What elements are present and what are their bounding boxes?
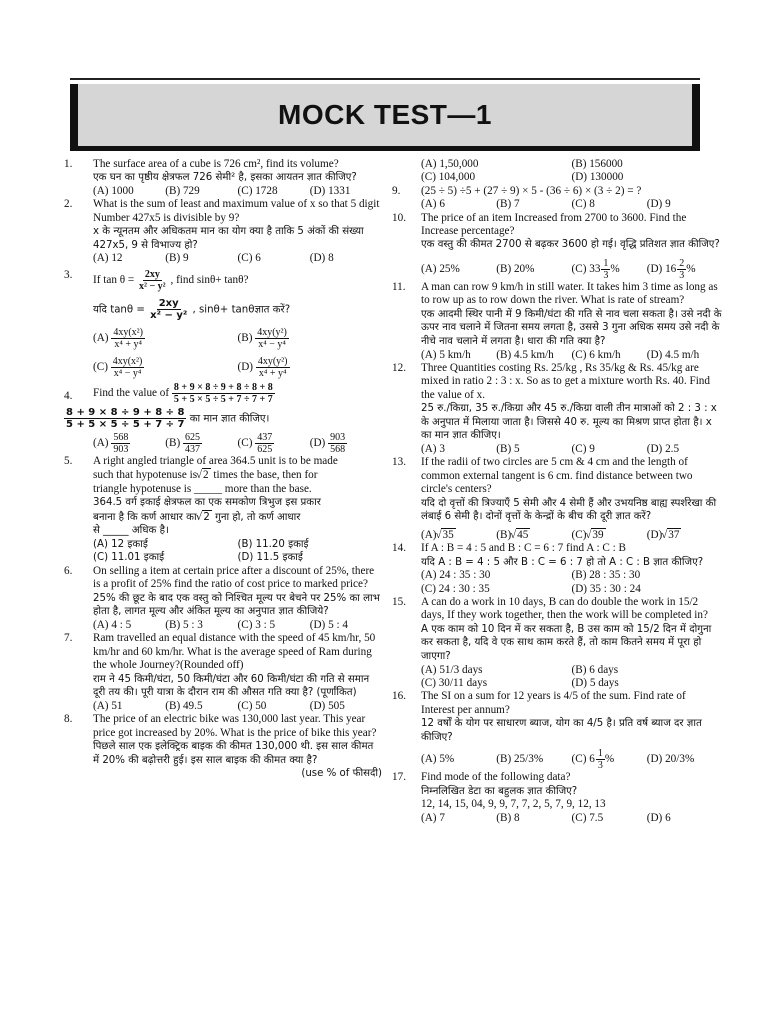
- banner-right-bar: [692, 84, 700, 146]
- option-b[interactable]: [238, 327, 383, 350]
- fraction: [111, 432, 130, 455]
- option-d[interactable]: (D) 6: [646, 811, 671, 824]
- question-number: 3.: [64, 268, 73, 281]
- option-b[interactable]: (B) 11.20 इकाई: [237, 538, 309, 550]
- option-label: (C): [571, 528, 587, 541]
- denominator: x⁴ + y⁴: [258, 367, 287, 379]
- denominator: 437: [184, 443, 200, 455]
- numerator: 4xy(y²): [257, 326, 287, 338]
- option-c[interactable]: (C) 6: [237, 252, 261, 265]
- option-d[interactable]: (D) 5 : 4: [309, 619, 348, 631]
- options: [421, 443, 722, 456]
- question-17: [392, 771, 722, 825]
- question-number: 5.: [64, 454, 73, 467]
- numerator: 8 + 9 × 8 ÷ 9 + 8 ÷ 8: [66, 406, 185, 418]
- option-a[interactable]: (A) 7: [421, 811, 445, 824]
- option-a[interactable]: (A) 4 : 5: [93, 619, 132, 631]
- question-number: 4.: [64, 389, 73, 402]
- option-d[interactable]: (D) 20/3%: [646, 753, 695, 766]
- question-tail: , sinθ+ tanθज्ञात करें?: [192, 304, 291, 316]
- denominator: 3: [603, 270, 609, 282]
- sqrt-value: √ 39: [591, 528, 605, 542]
- question-number: 1.: [64, 158, 73, 170]
- options: [421, 158, 722, 185]
- left-column: [64, 158, 382, 781]
- denominator: x⁴ + y⁴: [114, 338, 142, 350]
- question-number: 17.: [392, 771, 406, 784]
- denominator: x² − y²: [150, 309, 188, 321]
- option-a[interactable]: (A) 51/3 days: [421, 663, 483, 676]
- question-text-hi: यदि A : B = 4 : 5 और B : C = 6 : 7 हो तो A : C : B ज्ञात कीजिए?: [421, 556, 704, 568]
- option-a[interactable]: (A) 3: [421, 443, 445, 456]
- options: [421, 198, 722, 211]
- option-d[interactable]: (D) 35 : 30 : 24: [571, 582, 641, 595]
- fraction: [137, 269, 168, 292]
- numerator: 8 + 9 × 8 ÷ 9 + 8 ÷ 8 + 8: [173, 381, 273, 393]
- question-text-en: (25 ÷ 5) ÷5 + (27 ÷ 9) × 5 - (36 ÷ 6) × (3 ÷ 2) = ?: [421, 184, 642, 197]
- question-text-hi: [93, 298, 382, 321]
- option-b[interactable]: (B) 9: [165, 252, 189, 265]
- question-text-en-line3: triangle hypotenuse is _____ more than the base.: [93, 482, 312, 495]
- unit: %: [686, 262, 696, 275]
- top-rule: [70, 78, 700, 80]
- option-a[interactable]: (A) 5%: [421, 753, 455, 766]
- option-a[interactable]: (A) 6: [421, 198, 445, 211]
- option-b[interactable]: (B) 5: [496, 443, 520, 456]
- question-text-en: The price of an electric bike was 130,000 last year. This year price got increased by 20%. What is the price of bike this year?: [93, 713, 377, 739]
- fraction: [601, 258, 610, 281]
- question-15: [392, 596, 722, 690]
- question-16: [392, 690, 722, 771]
- sqrt-value: √ 45: [516, 528, 530, 542]
- question-tail: , find sinθ+ tanθ?: [170, 273, 249, 286]
- option-c[interactable]: (C) 8: [571, 198, 595, 211]
- fraction: [328, 432, 347, 455]
- option-b[interactable]: (B) 20%: [496, 262, 535, 275]
- question-7: [64, 632, 382, 713]
- numerator: 437: [257, 431, 273, 443]
- option-a[interactable]: (A) 12 इकाई: [93, 538, 148, 550]
- option-c[interactable]: (C) 6 km/h: [571, 348, 621, 361]
- options: [421, 748, 722, 771]
- option-c[interactable]: (C) 104,000: [421, 171, 476, 184]
- options: [93, 185, 382, 198]
- question-number: 16.: [392, 690, 406, 703]
- numerator: 2xy: [158, 297, 179, 309]
- option-a[interactable]: (A) 5 km/h: [421, 348, 471, 361]
- option-c[interactable]: [572, 748, 647, 771]
- option-a[interactable]: (A) 51: [93, 699, 123, 712]
- option-label: (A): [93, 331, 109, 344]
- question-12: [392, 362, 722, 456]
- option-b[interactable]: (B) 5 : 3: [165, 619, 203, 631]
- question-text-en: What is the sum of least and maximum value of x so that 5 digit Number 427x5 is divisible by 9?: [93, 198, 380, 224]
- options: [93, 252, 382, 265]
- question-text-en: If A : B = 4 : 5 and B : C = 6 : 7 find A : C : B: [421, 542, 626, 555]
- option-d[interactable]: (D) 1331: [309, 185, 351, 197]
- denominator: 5 + 5 × 5 ÷ 5 + 7 ÷ 7: [66, 418, 185, 430]
- numerator: 903: [330, 431, 346, 443]
- question-2: [64, 198, 382, 265]
- question-lead: If tan θ =: [93, 273, 135, 286]
- fraction: [677, 258, 686, 281]
- option-c[interactable]: (C) 1728: [237, 185, 278, 197]
- whole: 6: [589, 753, 595, 766]
- question-4: [64, 382, 382, 455]
- option-label: (D): [237, 360, 254, 373]
- option-d[interactable]: (D) 5 days: [571, 677, 619, 690]
- option-a[interactable]: (A) 24 : 35 : 30: [421, 569, 491, 582]
- fraction: [256, 356, 290, 379]
- option-d[interactable]: [647, 528, 722, 542]
- question-text-en: If the radii of two circles are 5 cm & 4 cm and the length of common external tangent is 6 cm. find distance between two circle's centers?: [421, 456, 693, 496]
- text-part: times the base, then for: [213, 469, 318, 482]
- right-column: [392, 158, 722, 825]
- fraction: [64, 407, 186, 430]
- sqrt-value: √ 2: [202, 510, 212, 525]
- question-text-hi: 25% की छूट के बाद एक वस्तु को निश्चित मूल्य पर बेचने पर 25% का लाभ होता है, लागत मूल्य और अंकित मूल्य का अनुपात ज्ञात कीजिये?: [93, 592, 380, 618]
- option-c[interactable]: [238, 432, 310, 455]
- option-a[interactable]: [93, 432, 165, 455]
- option-label: (D): [646, 263, 663, 276]
- banner-left-bar: [70, 84, 78, 146]
- option-c[interactable]: (C) 3 : 5: [237, 619, 276, 631]
- question-text-hi: यदि दो वृत्तों की त्रिज्याएँ 5 सेमी और 4 सेमी हैं और उभयनिष्ठ बाह्य स्पर्शरेखा की लंबाई 6 सेमी है। दोनों वृत्तों के केन्द्रों के बीच की दूरी ज्ञात करें?: [421, 497, 717, 523]
- numerator: 1: [603, 258, 609, 270]
- question-number: 8.: [64, 713, 73, 726]
- option-c[interactable]: (C) 7.5: [571, 811, 604, 824]
- mixed-fraction: [665, 258, 696, 281]
- option-b[interactable]: (B) 49.5: [165, 699, 203, 712]
- question-number: 2.: [64, 198, 73, 211]
- denominator: 903: [113, 443, 129, 455]
- option-c[interactable]: (C) 24 : 30 : 35: [421, 582, 490, 595]
- options: [421, 664, 722, 691]
- whole: 33: [589, 262, 601, 275]
- question-5: [64, 455, 382, 565]
- sqrt-value: √ 37: [667, 528, 681, 542]
- options: [421, 258, 722, 281]
- fraction: [255, 327, 289, 350]
- denominator: x⁴ − y⁴: [113, 367, 142, 379]
- question-lead: Find the value of: [93, 386, 170, 399]
- question-text-hi: एक आदमी स्थिर पानी में 9 किमी/घंटा की गति से नाव चला सकता है। उसे नदी के ऊपर नाव चलाने में जितना समय लगता है, उससे 3 गुना अधिक समय उसे नदी के नीचे नाव चलाने में लगता है। धारा की गति क्या है?: [421, 308, 722, 348]
- question-text-en: Find mode of the following data?: [421, 771, 571, 784]
- title-banner: [70, 84, 700, 151]
- question-number: 6.: [64, 565, 73, 577]
- denominator: x² − y²: [138, 280, 166, 292]
- question-text-hi: राम ने 45 किमी/घंटा, 50 किमी/घंटा और 60 किमी/घंटा की गति से समान दूरी तय की। पूरी यात्रा के दौरान राम की औसत गति क्या है? (पूर्णांकित): [93, 673, 370, 699]
- numerator: 2xy: [144, 268, 160, 280]
- question-text-hi: x के न्यूनतम और अधिकतम मान का योग क्या है ताकि 5 अंकों की संख्या 427x5, 9 से विभाज्य हो?: [93, 226, 364, 251]
- option-a[interactable]: (A) 25%: [421, 262, 460, 275]
- option-b[interactable]: (B) 729: [165, 185, 200, 197]
- question-text-en: A can do a work in 10 days, B can do double the work in 15/2 days, If they work together, then the work will be completed in?: [421, 596, 708, 622]
- option-d[interactable]: (D) 2.5: [646, 443, 680, 456]
- question-text-hi: 25 रु./किग्रा, 35 रु./किग्रा और 45 रु./किग्रा वाली तीन मात्राओं को 2 : 3 : x के अनुपात में मिलाया जाता है। जिससे 40 रु. मूल्य का मिश्रण प्राप्त होता है। x का मान ज्ञात कीजिए।: [421, 403, 717, 442]
- question-text-hi-line3: से _____ अधिक है।: [93, 525, 169, 537]
- question-10: [392, 212, 722, 281]
- question-text-hi: एक घन का पृष्ठीय क्षेत्रफल 726 सेमी² है, इसका आयतन ज्ञात कीजिए?: [93, 172, 357, 184]
- question-text-hi: 12 वर्षों के योग पर साधारण ब्याज, योग का 4/5 है। प्रति वर्ष ब्याज दर ज्ञात कीजिए?: [421, 718, 702, 743]
- numerator: 4xy(x²): [113, 326, 143, 338]
- question-text-hi-line1: 364.5 वर्ग इकाई क्षेत्रफल का एक समकोण त्रिभुज इस प्रकार: [93, 497, 321, 509]
- option-c[interactable]: (C) 30/11 days: [421, 677, 488, 690]
- option-d[interactable]: (D) 9: [646, 198, 671, 211]
- option-label: (B): [165, 436, 181, 449]
- question-note: (use % of फीसदी): [301, 768, 382, 780]
- question-9: [392, 185, 722, 212]
- question-number: 14.: [392, 542, 406, 555]
- question-text-hi: एक वस्तु की कीमत 2700 से बढ़कर 3600 हो गई। वृद्धि प्रतिशत ज्ञात कीजिए?: [421, 239, 720, 251]
- option-label: (C): [571, 263, 587, 276]
- option-d[interactable]: (D) 8: [309, 252, 334, 265]
- fraction: [183, 432, 202, 455]
- option-a[interactable]: [93, 327, 238, 350]
- option-c[interactable]: [572, 528, 647, 542]
- question-8-options: [392, 158, 722, 185]
- denominator: 568: [330, 443, 346, 455]
- text-part: such that hypotenuse is: [93, 469, 198, 482]
- options: [421, 349, 722, 362]
- sqrt-value: √ 35: [441, 528, 455, 542]
- options: [421, 812, 722, 825]
- option-b[interactable]: (B) 7: [496, 198, 520, 211]
- question-number: 15.: [392, 596, 406, 609]
- fraction: [596, 748, 605, 771]
- question-lead: यदि tanθ =: [93, 304, 145, 316]
- numerator: 1: [597, 748, 603, 760]
- question-11: [392, 281, 722, 362]
- fraction: [111, 356, 145, 379]
- option-label: (A): [421, 528, 437, 541]
- numerator: 2: [679, 258, 685, 270]
- question-text-en: On selling a item at certain price after a discount of 25%, there is a profit of 25% find the ratio of cost price to marked price?: [93, 565, 375, 591]
- options: [93, 327, 382, 379]
- numerator: 4xy(x²): [112, 355, 143, 367]
- unit: %: [604, 753, 615, 766]
- option-b[interactable]: (B) 156000: [571, 158, 623, 170]
- denominator: 625: [257, 443, 273, 455]
- fraction: [148, 298, 189, 321]
- question-number: 10.: [392, 211, 406, 224]
- whole: 16: [665, 262, 677, 275]
- option-label: (C): [571, 753, 587, 766]
- denominator: 3: [597, 760, 603, 772]
- question-13: [392, 456, 722, 542]
- option-d[interactable]: (D) 4.5 m/h: [646, 348, 700, 361]
- option-label: (D): [309, 436, 326, 449]
- numerator: 568: [113, 431, 129, 443]
- option-b[interactable]: (B) 4.5 km/h: [496, 348, 554, 361]
- text-part: बनाना है कि कर्ण आधार का: [93, 511, 197, 523]
- question-6: [64, 565, 382, 632]
- question-text-en-line1: A right angled triangle of area 364.5 unit is to be made: [93, 454, 338, 467]
- fraction: [255, 432, 274, 455]
- sqrt-value: √ 2: [202, 468, 211, 482]
- options: [421, 569, 722, 596]
- numerator: 625: [184, 431, 200, 443]
- question-text-en: The price of an item Increased from 2700 to 3600. Find the Increase percentage?: [421, 211, 687, 238]
- question-text-en-line2: [93, 468, 382, 482]
- options: [93, 700, 382, 713]
- option-d[interactable]: (D) 130000: [571, 171, 624, 184]
- option-c[interactable]: (C) 50: [237, 699, 267, 712]
- denominator: 3: [679, 270, 685, 282]
- option-label: (C): [237, 436, 253, 449]
- question-text-hi: A एक काम को 10 दिन में कर सकता है, B उस काम को 15/2 दिन में दोगुना कर सकता है, यदि वे एक साथ काम करते हैं, तो काम कितने समय में पूरा हो जाएगा?: [421, 623, 712, 663]
- question-1: [64, 158, 382, 198]
- question-text-en: [93, 269, 382, 292]
- question-number: 9.: [392, 184, 401, 197]
- question-text-hi: [64, 407, 382, 430]
- option-a[interactable]: (A) 1,50,000: [421, 158, 479, 170]
- mixed-fraction: [589, 748, 614, 771]
- option-label: (D): [646, 528, 663, 541]
- option-a[interactable]: (A) 1000: [93, 185, 134, 197]
- question-text-hi-line2: [93, 510, 382, 525]
- question-data: 12, 14, 15, 04, 9, 9, 7, 7, 2, 5, 7, 9, 12, 13: [421, 798, 606, 811]
- option-label: (C): [93, 360, 108, 373]
- fraction: [111, 327, 145, 350]
- options: [64, 432, 382, 455]
- option-a[interactable]: (A) 12: [93, 252, 123, 265]
- unit: %: [610, 262, 620, 275]
- question-number: 11.: [392, 281, 406, 294]
- denominator: 5 + 5 × 5 ÷ 5 + 7 ÷ 7 + 7: [173, 393, 273, 405]
- option-d[interactable]: [310, 432, 382, 455]
- question-tail: का मान ज्ञात कीजिए।: [189, 413, 270, 425]
- option-d[interactable]: (D) 11.5 इकाई: [237, 552, 303, 564]
- denominator: x⁴ − y⁴: [258, 338, 286, 350]
- question-text-en: The SI on a sum for 12 years is 4/5 of the sum. Find rate of Interest per annum?: [421, 690, 686, 716]
- options: [93, 619, 382, 632]
- question-text-en: A man can row 9 km/h in still water. It takes him 3 time as long as to row up as to row down the river. What is rate of stream?: [421, 281, 718, 307]
- option-c[interactable]: [572, 258, 647, 281]
- option-c[interactable]: (C) 9: [571, 443, 595, 456]
- question-text-en: Ram travelled an equal distance with the speed of 45 km/hr, 50 km/hr and 60 km/hr. What is the average speed of Ram during the whole Journey?(Rounded off): [93, 632, 376, 672]
- option-b[interactable]: (B) 28 : 35 : 30: [571, 569, 641, 582]
- fraction: [172, 382, 275, 405]
- options: [93, 538, 382, 565]
- option-c[interactable]: [93, 356, 238, 379]
- question-number: 7.: [64, 632, 73, 645]
- question-text-en: Three Quantities costing Rs. 25/kg , Rs 35/kg & Rs. 45/kg are mixed in ratio 2 : 3 : x. So as to get a mixture worth Rs. 40. Find the value of x.: [421, 362, 710, 401]
- option-d[interactable]: (D) 505: [309, 699, 345, 712]
- question-text-en: [93, 382, 382, 405]
- question-text-en: The surface area of a cube is 726 cm², find its volume?: [93, 158, 339, 170]
- option-label: (B): [237, 331, 253, 344]
- option-a[interactable]: [421, 528, 496, 542]
- question-text-hi: निम्नलिखित डेटा का बहुलक ज्ञात कीजिए?: [421, 785, 578, 797]
- question-number: 12.: [392, 362, 406, 375]
- numerator: 4xy(y²): [257, 355, 288, 367]
- option-b[interactable]: (B) 8: [496, 811, 520, 824]
- option-b[interactable]: (B) 6 days: [571, 663, 619, 676]
- question-14: [392, 542, 722, 596]
- options: [421, 528, 722, 542]
- question-number: 13.: [392, 456, 406, 469]
- question-text-hi: पिछले साल एक इलेक्ट्रिक बाइक की कीमत 130,000 थी. इस साल कीमत में 20% की बढ़ोत्तरी हुई। इस साल बाइक की कीमत क्या है?: [93, 741, 374, 766]
- option-label: (B): [496, 528, 512, 541]
- option-b[interactable]: [496, 528, 571, 542]
- question-8: [64, 713, 382, 781]
- option-d[interactable]: [647, 258, 722, 281]
- mixed-fraction: [589, 258, 620, 281]
- option-c[interactable]: (C) 11.01 इकाई: [93, 552, 165, 564]
- question-3: [64, 269, 382, 379]
- text-part: गुना हो, तो कर्ण आधार: [215, 511, 301, 523]
- option-label: (A): [93, 436, 109, 449]
- option-b[interactable]: [165, 432, 237, 455]
- page-title: MOCK TEST—1: [278, 99, 492, 130]
- option-d[interactable]: [238, 356, 383, 379]
- option-b[interactable]: (B) 25/3%: [496, 753, 544, 766]
